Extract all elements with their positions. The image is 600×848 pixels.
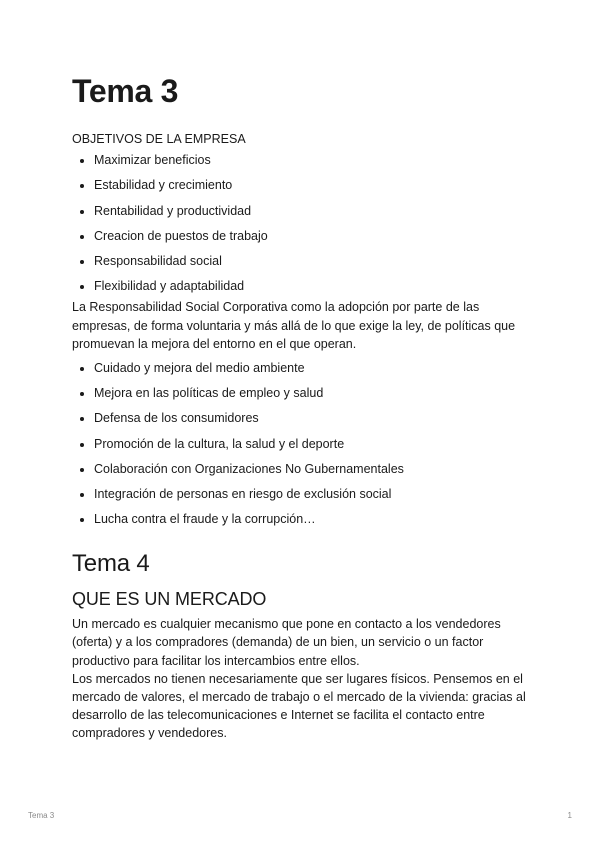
footer-title: Tema 3 xyxy=(28,811,55,820)
list-item: • Flexibilidad y adaptabilidad xyxy=(94,277,532,302)
section-subtitle: QUE ES UN MERCADO xyxy=(72,589,267,610)
section-title: Tema 4 xyxy=(72,550,150,578)
list-item: • Defensa de los consumidores xyxy=(94,409,532,434)
list-item: • Integración de personas en riesgo de exclusión social xyxy=(94,485,532,510)
list-item: • Estabilidad y crecimiento xyxy=(94,176,532,201)
list-item: • Lucha contra el fraude y la corrupción… xyxy=(94,510,532,535)
list-item: • Mejora en las políticas de empleo y salud xyxy=(94,384,532,409)
section-label: OBJETIVOS DE LA EMPRESA xyxy=(72,132,246,146)
market-paragraph-2: Los mercados no tienen necesariamente que ser lugares físicos. Pensemos en el mercado de valores, el mercado de trabajo o el mercado de la vivienda: gracias al desarrollo de las telecomunicaciones e Internet se facilita el contacto entre compradores y vendedores. xyxy=(72,671,526,741)
list-item: • Responsabilidad social xyxy=(94,252,532,277)
page-number: 1 xyxy=(567,811,572,820)
document-page xyxy=(72,72,532,743)
list-item: • Colaboración con Organizaciones No Gubernamentales xyxy=(94,460,532,485)
market-paragraph: Un mercado es cualquier mecanismo que pone en contacto a los vendedores (oferta) y a los compradores (demanda) de un bien, un servicio o un factor productivo para facilitar los intercambios entre ellos. xyxy=(72,617,501,668)
list-item: • Creacion de puestos de trabajo xyxy=(94,227,532,252)
rsc-paragraph: La Responsabilidad Social Corporativa como la adopción por parte de las empresas, de forma voluntaria y más allá de lo que exige la ley, de políticas que promuevan la mejora del entorno en el que operan. xyxy=(72,300,516,351)
list-item: • Cuidado y mejora del medio ambiente xyxy=(94,359,532,384)
list-item: • Maximizar beneficios xyxy=(94,151,532,176)
list-item: • Rentabilidad y productividad xyxy=(94,202,532,227)
rsc-list xyxy=(72,359,532,535)
objectives-list xyxy=(72,151,532,302)
page-title: Tema 3 xyxy=(72,73,179,109)
list-item: • Promoción de la cultura, la salud y el deporte xyxy=(94,435,532,460)
